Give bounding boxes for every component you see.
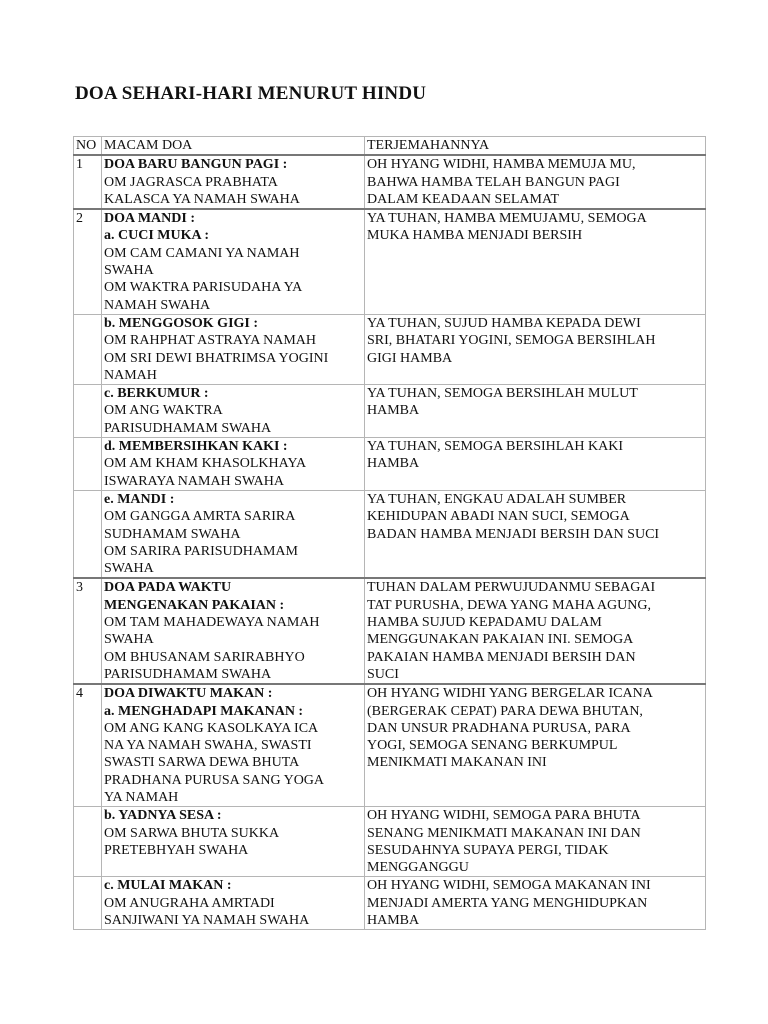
table-row — [74, 209, 706, 314]
mantra-line: OM RAHPHAT ASTRAYA NAMAH — [104, 333, 316, 349]
header-macam-doa: MACAM DOA — [102, 137, 365, 156]
translation-line: PAKAIAN HAMBA MENJADI BERSIH DAN — [367, 649, 636, 665]
translation-line: SRI, BHATARI YOGINI, SEMOGA BERSIHLAH — [367, 333, 656, 349]
row-number: 2 — [74, 209, 102, 314]
row-number — [74, 314, 102, 384]
translation-line: SESUDAHNYA SUPAYA PERGI, TIDAK — [367, 842, 609, 858]
translation-line: HAMBA — [367, 456, 420, 472]
header-terjemahannya: TERJEMAHANNYA — [365, 137, 706, 156]
macam-doa-cell — [102, 490, 365, 578]
translation-line: YA TUHAN, SEMOGA BERSIHLAH MULUT — [367, 386, 638, 402]
prayer-heading: a. MENGHADAPI MAKANAN : — [104, 703, 304, 719]
row-number: 3 — [74, 578, 102, 684]
translation-line: DAN UNSUR PRADHANA PURUSA, PARA — [367, 720, 631, 736]
mantra-line: PARISUDHAMAM SWAHA — [104, 666, 272, 682]
prayer-heading: DOA BARU BANGUN PAGI : — [104, 157, 288, 173]
translation-line: KEHIDUPAN ABADI NAN SUCI, SEMOGA — [367, 509, 630, 525]
translation-line: MENJADI AMERTA YANG MENGHIDUPKAN — [367, 895, 648, 911]
mantra-line: SWAHA — [104, 561, 154, 577]
row-number — [74, 438, 102, 491]
mantra-line: OM JAGRASCA PRABHATA — [104, 174, 278, 190]
mantra-line: OM SARWA BHUTA SUKKA — [104, 825, 280, 841]
macam-doa-cell — [102, 314, 365, 384]
mantra-line: KALASCA YA NAMAH SWAHA — [104, 191, 300, 207]
translation-line: OH HYANG WIDHI, HAMBA MEMUJA MU, — [367, 157, 636, 173]
table-row — [74, 385, 706, 438]
translation-line: HAMBA — [367, 403, 420, 419]
mantra-line: OM GANGGA AMRTA SARIRA — [104, 509, 296, 525]
table-row — [74, 684, 706, 807]
mantra-line: OM SRI DEWI BHATRIMSA YOGINI — [104, 350, 329, 366]
table-row — [74, 807, 706, 877]
terjemahan-cell — [365, 490, 706, 578]
prayer-heading: DOA MANDI : — [104, 211, 195, 227]
translation-line: MENIKMATI MAKANAN INI — [367, 755, 547, 771]
translation-line: SENANG MENIKMATI MAKANAN INI DAN — [367, 825, 641, 841]
prayer-heading: e. MANDI : — [104, 491, 175, 507]
prayer-table — [73, 136, 706, 930]
row-number — [74, 385, 102, 438]
translation-line: OH HYANG WIDHI, SEMOGA MAKANAN INI — [367, 878, 651, 894]
mantra-line: OM WAKTRA PARISUDAHA YA — [104, 280, 303, 296]
translation-line: YOGI, SEMOGA SENANG BERKUMPUL — [367, 738, 618, 754]
prayer-heading: DOA PADA WAKTU — [104, 580, 232, 596]
translation-line: YA TUHAN, ENGKAU ADALAH SUMBER — [367, 491, 627, 507]
translation-line: MUKA HAMBA MENJADI BERSIH — [367, 228, 583, 244]
translation-line: YA TUHAN, HAMBA MEMUJAMU, SEMOGA — [367, 211, 647, 227]
table-row — [74, 877, 706, 930]
mantra-line: NAMAH — [104, 367, 157, 383]
terjemahan-cell — [365, 877, 706, 930]
mantra-line: OM ANG WAKTRA — [104, 403, 223, 419]
mantra-line: SWAHA — [104, 263, 154, 279]
table-row — [74, 578, 706, 684]
terjemahan-cell — [365, 209, 706, 314]
row-number: 4 — [74, 684, 102, 807]
macam-doa-cell — [102, 807, 365, 877]
document-title: DOA SEHARI-HARI MENURUT HINDU — [75, 83, 427, 104]
translation-line: MENGGUNAKAN PAKAIAN INI. SEMOGA — [367, 632, 634, 648]
translation-line: OH HYANG WIDHI YANG BERGELAR ICANA — [367, 686, 653, 702]
terjemahan-cell — [365, 314, 706, 384]
mantra-line: YA NAMAH — [104, 789, 179, 805]
translation-line: BADAN HAMBA MENJADI BERSIH DAN SUCI — [367, 526, 660, 542]
translation-line: GIGI HAMBA — [367, 350, 453, 366]
mantra-line: PARISUDHAMAM SWAHA — [104, 420, 272, 436]
terjemahan-cell — [365, 438, 706, 491]
row-number: 1 — [74, 155, 102, 209]
translation-line: OH HYANG WIDHI, SEMOGA PARA BHUTA — [367, 808, 641, 824]
terjemahan-cell — [365, 385, 706, 438]
macam-doa-cell — [102, 578, 365, 684]
mantra-line: OM CAM CAMANI YA NAMAH — [104, 245, 300, 261]
macam-doa-cell — [102, 155, 365, 209]
mantra-line: PRADHANA PURUSA SANG YOGA — [104, 772, 325, 788]
mantra-line: NAMAH SWAHA — [104, 297, 211, 313]
terjemahan-cell — [365, 155, 706, 209]
translation-line: HAMBA — [367, 913, 420, 929]
row-number — [74, 490, 102, 578]
translation-line: (BERGERAK CEPAT) PARA DEWA BHUTAN, — [367, 703, 643, 719]
prayer-heading: DOA DIWAKTU MAKAN : — [104, 686, 273, 702]
macam-doa-cell — [102, 877, 365, 930]
prayer-heading: c. BERKUMUR : — [104, 386, 209, 402]
macam-doa-cell — [102, 385, 365, 438]
mantra-line: OM ANUGRAHA AMRTADI — [104, 895, 275, 911]
terjemahan-cell — [365, 684, 706, 807]
macam-doa-cell — [102, 438, 365, 491]
table-body — [74, 155, 706, 930]
mantra-line: ISWARAYA NAMAH SWAHA — [104, 473, 284, 489]
mantra-line: SANJIWANI YA NAMAH SWAHA — [104, 913, 310, 929]
translation-line: HAMBA SUJUD KEPADAMU DALAM — [367, 615, 602, 631]
translation-line: YA TUHAN, SEMOGA BERSIHLAH KAKI — [367, 439, 624, 455]
translation-line: MENGGANGGU — [367, 860, 469, 876]
terjemahan-cell — [365, 578, 706, 684]
prayer-heading: d. MEMBERSIHKAN KAKI : — [104, 439, 288, 455]
prayer-heading: MENGENAKAN PAKAIAN : — [104, 597, 285, 613]
macam-doa-cell — [102, 209, 365, 314]
table-row — [74, 314, 706, 384]
translation-line: DALAM KEADAAN SELAMAT — [367, 191, 560, 207]
prayer-heading: c. MULAI MAKAN : — [104, 878, 232, 894]
prayer-heading: b. YADNYA SESA : — [104, 808, 222, 824]
row-number — [74, 877, 102, 930]
translation-line: YA TUHAN, SUJUD HAMBA KEPADA DEWI — [367, 315, 641, 331]
mantra-line: OM ANG KANG KASOLKAYA ICA — [104, 720, 319, 736]
mantra-line: OM TAM MAHADEWAYA NAMAH — [104, 615, 320, 631]
terjemahan-cell — [365, 807, 706, 877]
translation-line: TAT PURUSHA, DEWA YANG MAHA AGUNG, — [367, 597, 651, 613]
prayer-heading: a. CUCI MUKA : — [104, 228, 209, 244]
mantra-line: PRETEBHYAH SWAHA — [104, 842, 249, 858]
translation-line: SUCI — [367, 666, 399, 682]
mantra-line: OM SARIRA PARISUDHAMAM — [104, 543, 298, 559]
mantra-line: SUDHAMAM SWAHA — [104, 526, 241, 542]
header-no: NO — [74, 137, 102, 156]
table-header-row — [74, 137, 706, 156]
macam-doa-cell — [102, 684, 365, 807]
mantra-line: SWASTI SARWA DEWA BHUTA — [104, 755, 300, 771]
translation-line: TUHAN DALAM PERWUJUDANMU SEBAGAI — [367, 580, 656, 596]
translation-line: BAHWA HAMBA TELAH BANGUN PAGI — [367, 174, 620, 190]
mantra-line: OM BHUSANAM SARIRABHYO — [104, 649, 305, 665]
prayer-heading: b. MENGGOSOK GIGI : — [104, 315, 259, 331]
table-row — [74, 438, 706, 491]
mantra-line: SWAHA — [104, 632, 154, 648]
mantra-line: OM AM KHAM KHASOLKHAYA — [104, 456, 307, 472]
row-number — [74, 807, 102, 877]
table-row — [74, 155, 706, 209]
mantra-line: NA YA NAMAH SWAHA, SWASTI — [104, 738, 312, 754]
table-row — [74, 490, 706, 578]
